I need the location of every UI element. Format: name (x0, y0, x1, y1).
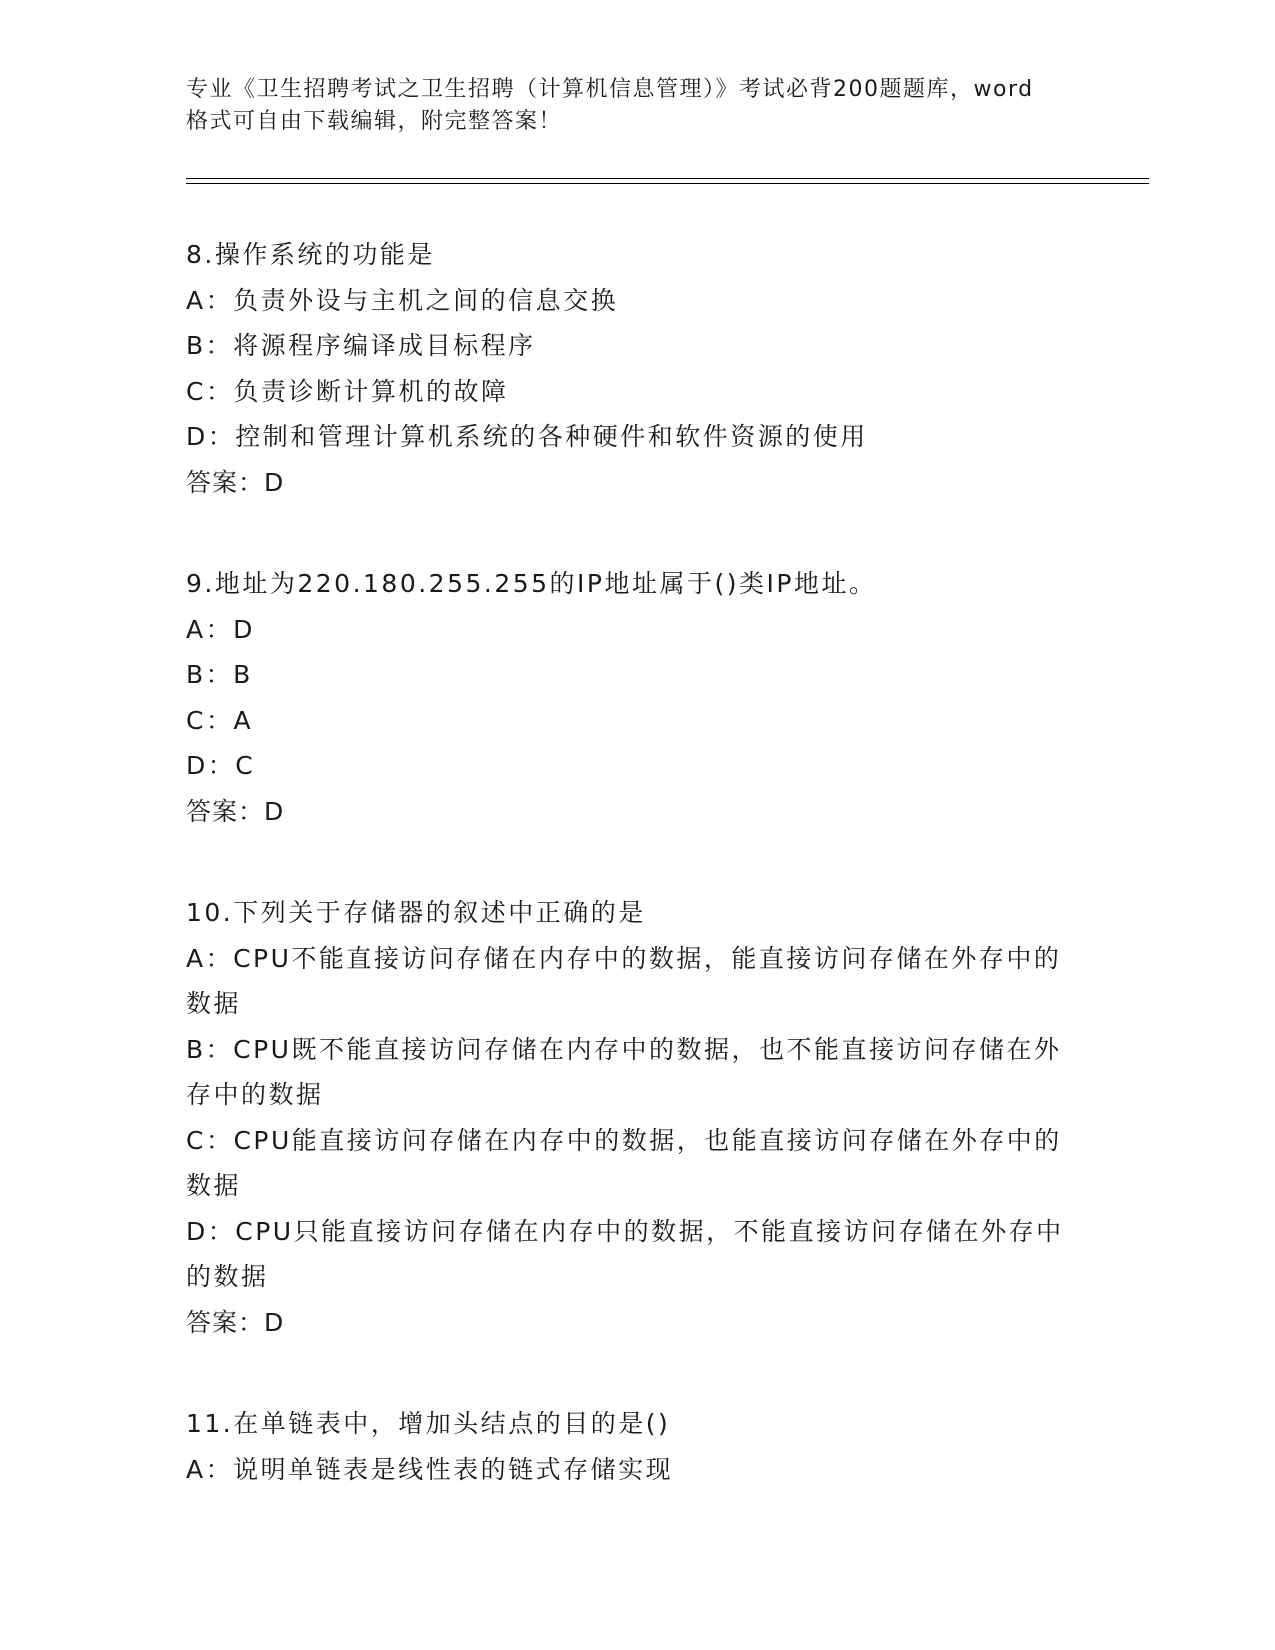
header-line-2: 格式可自由下载编辑，附完整答案！ (186, 109, 563, 134)
option-a: A：CPU不能直接访问存储在内存中的数据，能直接访问存储在外存中的数据 (186, 943, 1062, 1018)
option-a: A：说明单链表是线性表的链式存储实现 (186, 1454, 674, 1484)
question-stem: 8.操作系统的功能是 (186, 240, 435, 269)
header-divider-bottom (186, 183, 1149, 184)
option-a: A：负责外设与主机之间的信息交换 (186, 285, 619, 315)
question-9 (186, 561, 1086, 834)
question-stem: 10.下列关于存储器的叙述中正确的是 (186, 898, 646, 927)
header-divider-top (186, 178, 1149, 179)
option-a: A：D (186, 614, 255, 644)
option-b: B：将源程序编译成目标程序 (186, 331, 536, 360)
answer-label: 答案：D (186, 1307, 285, 1337)
answer-label: 答案：D (186, 796, 285, 826)
option-c: C：负责诊断计算机的故障 (186, 376, 509, 406)
header-line-1: 专业《卫生招聘考试之卫生招聘（计算机信息管理）》考试必背200题题库，word (186, 77, 1034, 102)
option-d: D：CPU只能直接访问存储在内存中的数据，不能直接访问存储在外存中的数据 (186, 1216, 1064, 1291)
option-c: C：CPU能直接访问存储在内存中的数据，也能直接访问存储在外存中的数据 (186, 1125, 1062, 1200)
question-11 (186, 1401, 1086, 1492)
question-8 (186, 232, 1086, 505)
question-10 (186, 890, 1086, 1345)
option-d: D：控制和管理计算机系统的各种硬件和软件资源的使用 (186, 422, 868, 451)
question-stem: 9.地址为220.180.255.255的IP地址属于()类IP地址。 (186, 569, 877, 598)
question-list (186, 232, 1086, 1548)
option-c: C：A (186, 705, 254, 735)
document-header (186, 74, 1106, 138)
option-d: D：C (186, 751, 256, 780)
option-b: B：CPU既不能直接访问存储在内存中的数据，也不能直接访问存储在外存中的数据 (186, 1034, 1062, 1109)
question-stem: 11.在单链表中，增加头结点的目的是() (186, 1409, 671, 1438)
option-b: B：B (186, 660, 253, 689)
answer-label: 答案：D (186, 467, 285, 497)
